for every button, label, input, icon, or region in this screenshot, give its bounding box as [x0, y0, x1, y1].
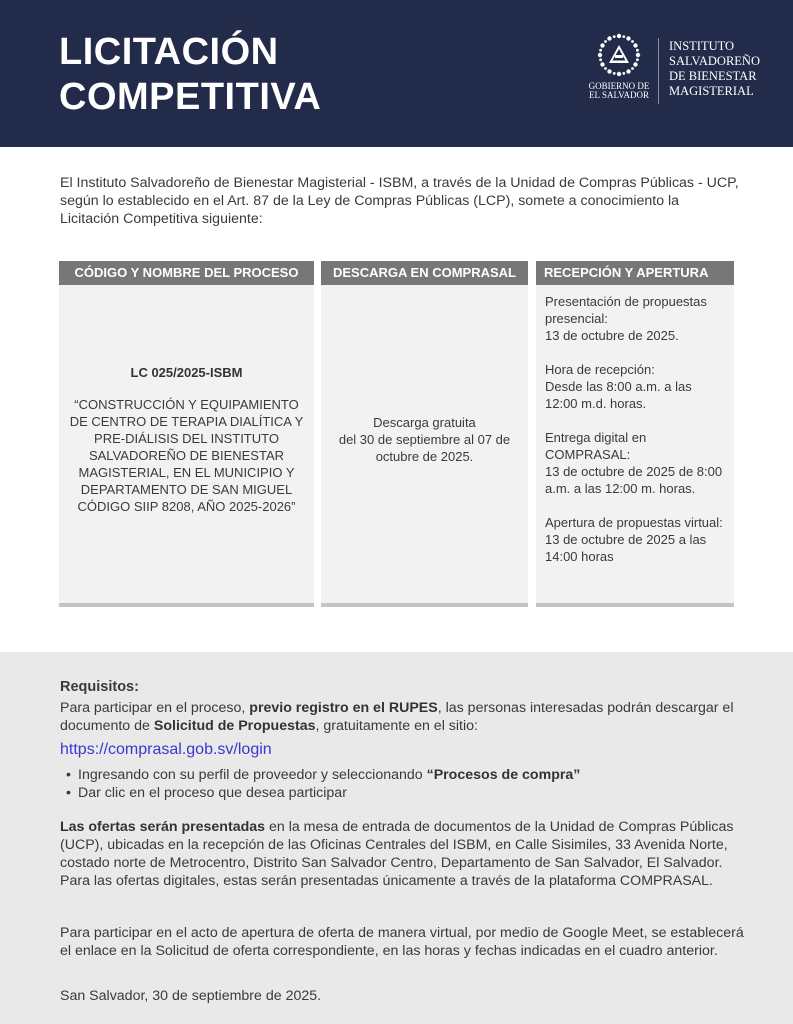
- institute-line-4: MAGISTERIAL: [669, 84, 754, 98]
- reception-label: Presentación de propuestas presencial:: [545, 294, 707, 326]
- page-title: [59, 30, 321, 120]
- reception-block-hora: [545, 361, 726, 412]
- reception-block-digital: [545, 429, 726, 497]
- download-info: [321, 285, 528, 603]
- reception-value: 13 de octubre de 2025 a las 14:00 horas: [545, 532, 707, 564]
- institute-name: [669, 39, 760, 99]
- offers-bold: Las ofertas serán presentadas: [60, 819, 266, 835]
- req-text-solicitud: Solicitud de Propuestas: [153, 718, 316, 734]
- req-text-e: , gratuitamente en el sitio:: [315, 718, 478, 734]
- gov-caption-line-2: EL SALVADOR: [589, 90, 649, 100]
- offers-paragraph: [60, 818, 745, 890]
- req-text-c: , las personas interesadas podrán descargar el documento de: [60, 700, 734, 734]
- list-item: [66, 766, 580, 784]
- reception-column-header: RECEPCIÓN Y APERTURA: [536, 261, 734, 285]
- requirements-paragraph: [60, 699, 740, 735]
- title-line-1: LICITACIÓN: [59, 31, 279, 73]
- download-line-2: del 30 de septiembre al 07 de: [338, 431, 511, 447]
- header-banner: [0, 0, 793, 147]
- download-line-1: Descarga gratuita: [373, 414, 476, 430]
- process-code: LC 025/2025-ISBM: [130, 364, 243, 380]
- government-seal-icon: [596, 32, 642, 78]
- process-column-header: CÓDIGO Y NOMBRE DEL PROCESO: [59, 261, 314, 285]
- reception-value: Desde las 8:00 a.m. a las 12:00 m.d. horas.: [545, 379, 692, 411]
- req-text-a: Para participar en el proceso,: [60, 700, 250, 716]
- virtual-paragraph: Para participar en el acto de apertura de oferta de manera virtual, por medio de Google Meet, se establecerá el enlace en la Solicitud de oferta correspondiente, en las horas y fechas indicadas en el cuadro anterior.: [60, 925, 744, 959]
- logo-divider: [658, 38, 659, 104]
- reception-label: Apertura de propuestas virtual:: [545, 515, 723, 530]
- reception-value: 13 de octubre de 2025 de 8:00 a.m. a las 12:00 m. horas.: [545, 464, 723, 496]
- reception-block-apertura: [545, 514, 726, 565]
- reception-label: Entrega digital en COMPRASAL:: [545, 430, 647, 462]
- institute-line-2: SALVADOREÑO: [669, 54, 760, 68]
- reception-column: [536, 261, 734, 607]
- req-text-rupes: previo registro en el RUPES: [249, 700, 438, 716]
- reception-label: Hora de recepción:: [545, 362, 655, 377]
- reception-column-body: [536, 285, 734, 582]
- list-item: • Dar clic en el proceso que desea participar: [66, 784, 580, 802]
- step-1-emphasis: “Procesos de compra”: [426, 767, 581, 783]
- download-line-3: octubre de 2025.: [375, 448, 474, 464]
- offers-text: en la mesa de entrada de documentos de la Unidad de Compras Públicas (UCP), ubicadas en la recepción de las Oficinas Centrales del ISBM, en Calle Sisimiles, 33 Avenida Norte, costado norte de Metrocentro, Distrito San Salvador Centro, Departamento de San Salvador, El Salvador. Para las ofertas digitales, estas serán presentadas únicamente a través de la plataforma COMPRASAL.: [60, 819, 734, 889]
- process-name: “CONSTRUCCIÓN Y EQUIPAMIENTO DE CENTRO DE TERAPIA DIALÍTICA Y PRE-DIÁLISIS DEL INSTITUTO SALVADOREÑO DE BIENESTAR MAGISTERIAL, EN EL MUNICIPIO Y DEPARTAMENTO DE SAN MIGUEL CÓDIGO SIIP 8208, AÑO 2025-2026”: [69, 396, 304, 514]
- government-caption: [586, 82, 652, 100]
- download-column: [321, 261, 528, 607]
- requirements-title: Requisitos:: [60, 679, 139, 695]
- dateline: San Salvador, 30 de septiembre de 2025.: [60, 988, 322, 1004]
- reception-value: 13 de octubre de 2025.: [545, 328, 679, 343]
- process-column: [59, 261, 314, 607]
- comprasal-link[interactable]: https://comprasal.gob.sv/login: [60, 741, 272, 758]
- requirements-steps: [66, 766, 580, 802]
- title-line-2: COMPETITIVA: [59, 76, 322, 118]
- institute-line-1: INSTITUTO: [669, 39, 735, 53]
- intro-paragraph: El Instituto Salvadoreño de Bienestar Magisterial - ISBM, a través de la Unidad de Compras Públicas - UCP, según lo establecido en el Art. 87 de la Ley de Compras Públicas (LCP), somete a conocimiento la Licitación Competitiva siguiente:: [60, 175, 739, 227]
- step-1-text: Ingresando con su perfil de proveedor y seleccionando: [78, 767, 427, 783]
- institute-line-3: DE BIENESTAR: [669, 69, 757, 83]
- gov-caption-line-1: GOBIERNO DE: [588, 81, 650, 91]
- reception-block-presencial: [545, 293, 726, 344]
- download-column-header: DESCARGA EN COMPRASAL: [321, 261, 528, 285]
- government-logo: [586, 32, 652, 110]
- process-column-body: [59, 285, 314, 603]
